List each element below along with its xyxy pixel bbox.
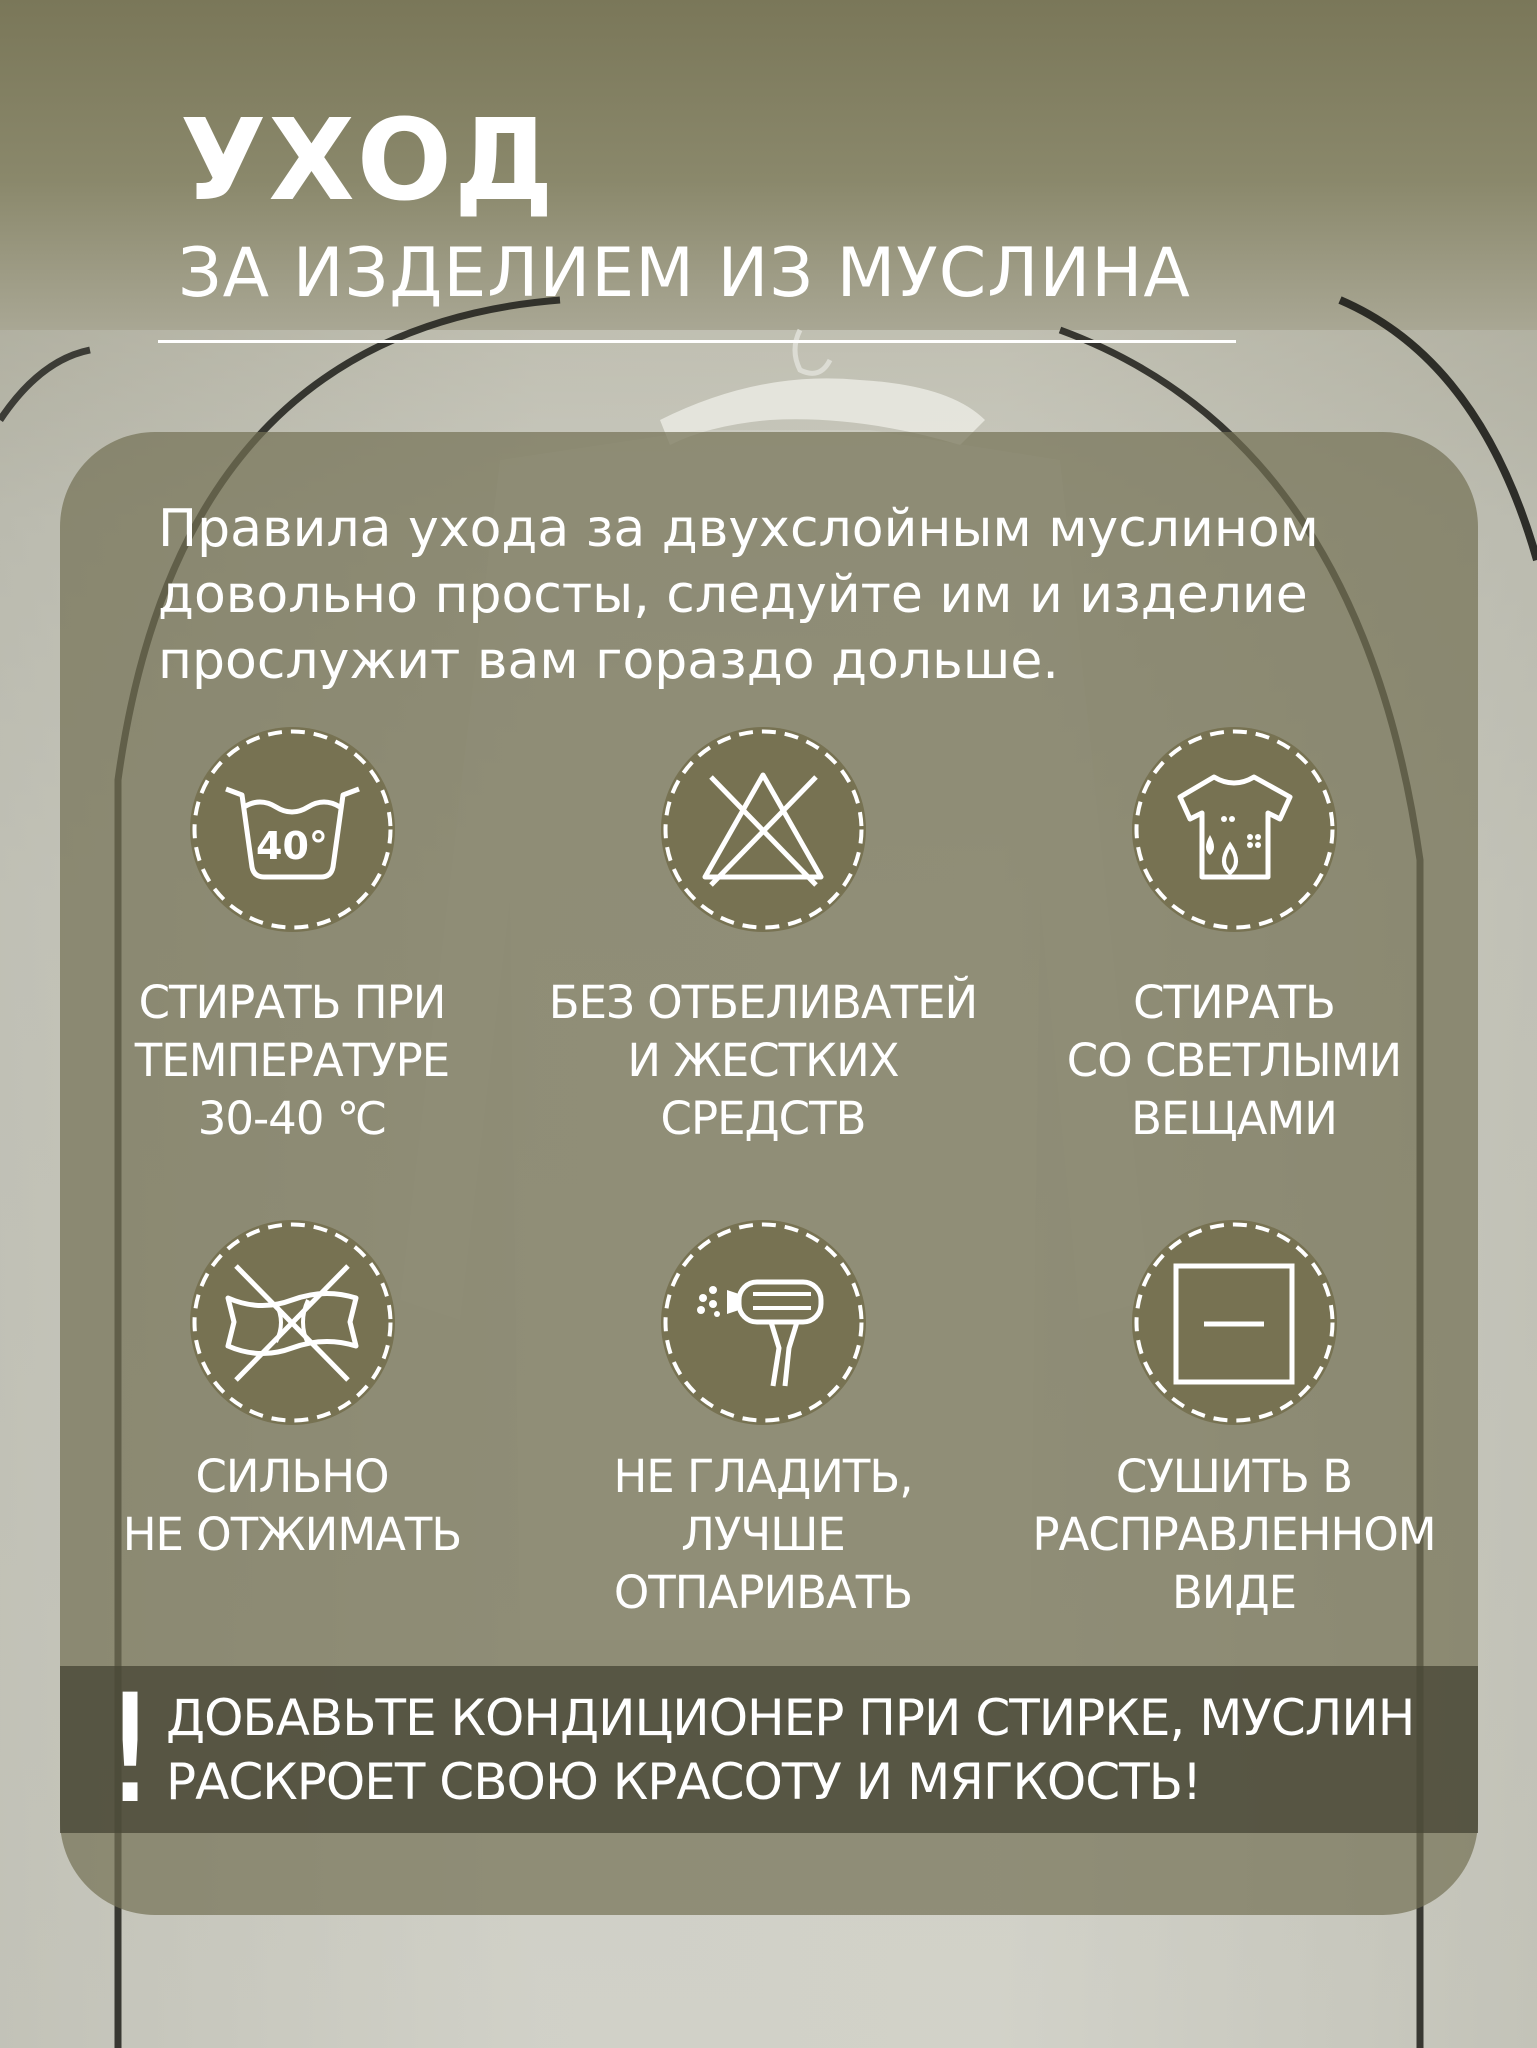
intro-line: довольно просты, следуйте им и изделие [158,565,1308,625]
page-title: УХОД [180,96,556,226]
notice-line: РАСКРОЕТ СВОЮ КРАСОТУ И МЯГКОСТЬ! [166,1753,1202,1811]
care-label-line: ВИДЕ [1171,1566,1297,1619]
intro-line: Правила ухода за двухслойным муслином [158,499,1319,559]
care-label-line: СО СВЕТЛЫМИ [1066,1034,1402,1087]
care-label-line: НЕ ОТЖИМАТЬ [122,1508,462,1561]
intro-text [158,496,1458,694]
care-label-line: ОТПАРИВАТЬ [613,1566,913,1619]
care-label-drying [1004,1448,1464,1622]
care-label-line: И ЖЕСТКИХ [627,1034,899,1087]
care-label-bleach [533,974,993,1148]
wash-temperature-label: 40° [256,824,328,868]
garment-steamer-icon [661,1220,866,1425]
care-label-line: СУШИТЬ В [1115,1450,1353,1503]
care-label-line: ЛУЧШЕ [681,1508,845,1561]
hanger-hook [795,330,830,373]
care-label-steaming [533,1448,993,1622]
dry-flat-icon [1132,1220,1337,1425]
care-label-line: СРЕДСТВ [660,1092,866,1145]
care-label-line: СТИРАТЬ ПРИ [138,976,446,1029]
notice-line: ДОБАВЬТЕ КОНДИЦИОНЕР ПРИ СТИРКЕ, МУСЛИН [166,1689,1415,1747]
care-label-line: ТЕМПЕРАТУРЕ [134,1034,450,1087]
garment-rack-arch-left [0,350,90,420]
care-label-line: РАСПРАВЛЕННОМ [1032,1508,1436,1561]
care-label-line: 30-40 ℃ [197,1092,387,1145]
wash-with-light-clothes-icon [1132,727,1337,932]
title-divider [158,340,1236,343]
wash-40-icon [190,727,395,932]
care-label-wash [62,974,522,1148]
page-subtitle: ЗА ИЗДЕЛИЕМ ИЗ МУСЛИНА [178,234,1191,313]
care-label-line: СТИРАТЬ [1133,976,1335,1029]
care-label-light-clothes [1004,974,1464,1148]
intro-line: прослужит вам гораздо дольше. [158,631,1059,691]
notice-text [166,1686,1456,1814]
care-label-line: НЕ ГЛАДИТЬ, [613,1450,913,1503]
care-label-line: ВЕЩАМИ [1131,1092,1337,1145]
no-bleach-icon [661,727,866,932]
care-label-line: СИЛЬНО [195,1450,389,1503]
care-label-wringing [62,1448,522,1564]
exclamation-icon: ! [100,1663,161,1837]
no-wringing-icon [190,1220,395,1425]
care-label-line: БЕЗ ОТБЕЛИВАТЕЙ [548,976,978,1029]
